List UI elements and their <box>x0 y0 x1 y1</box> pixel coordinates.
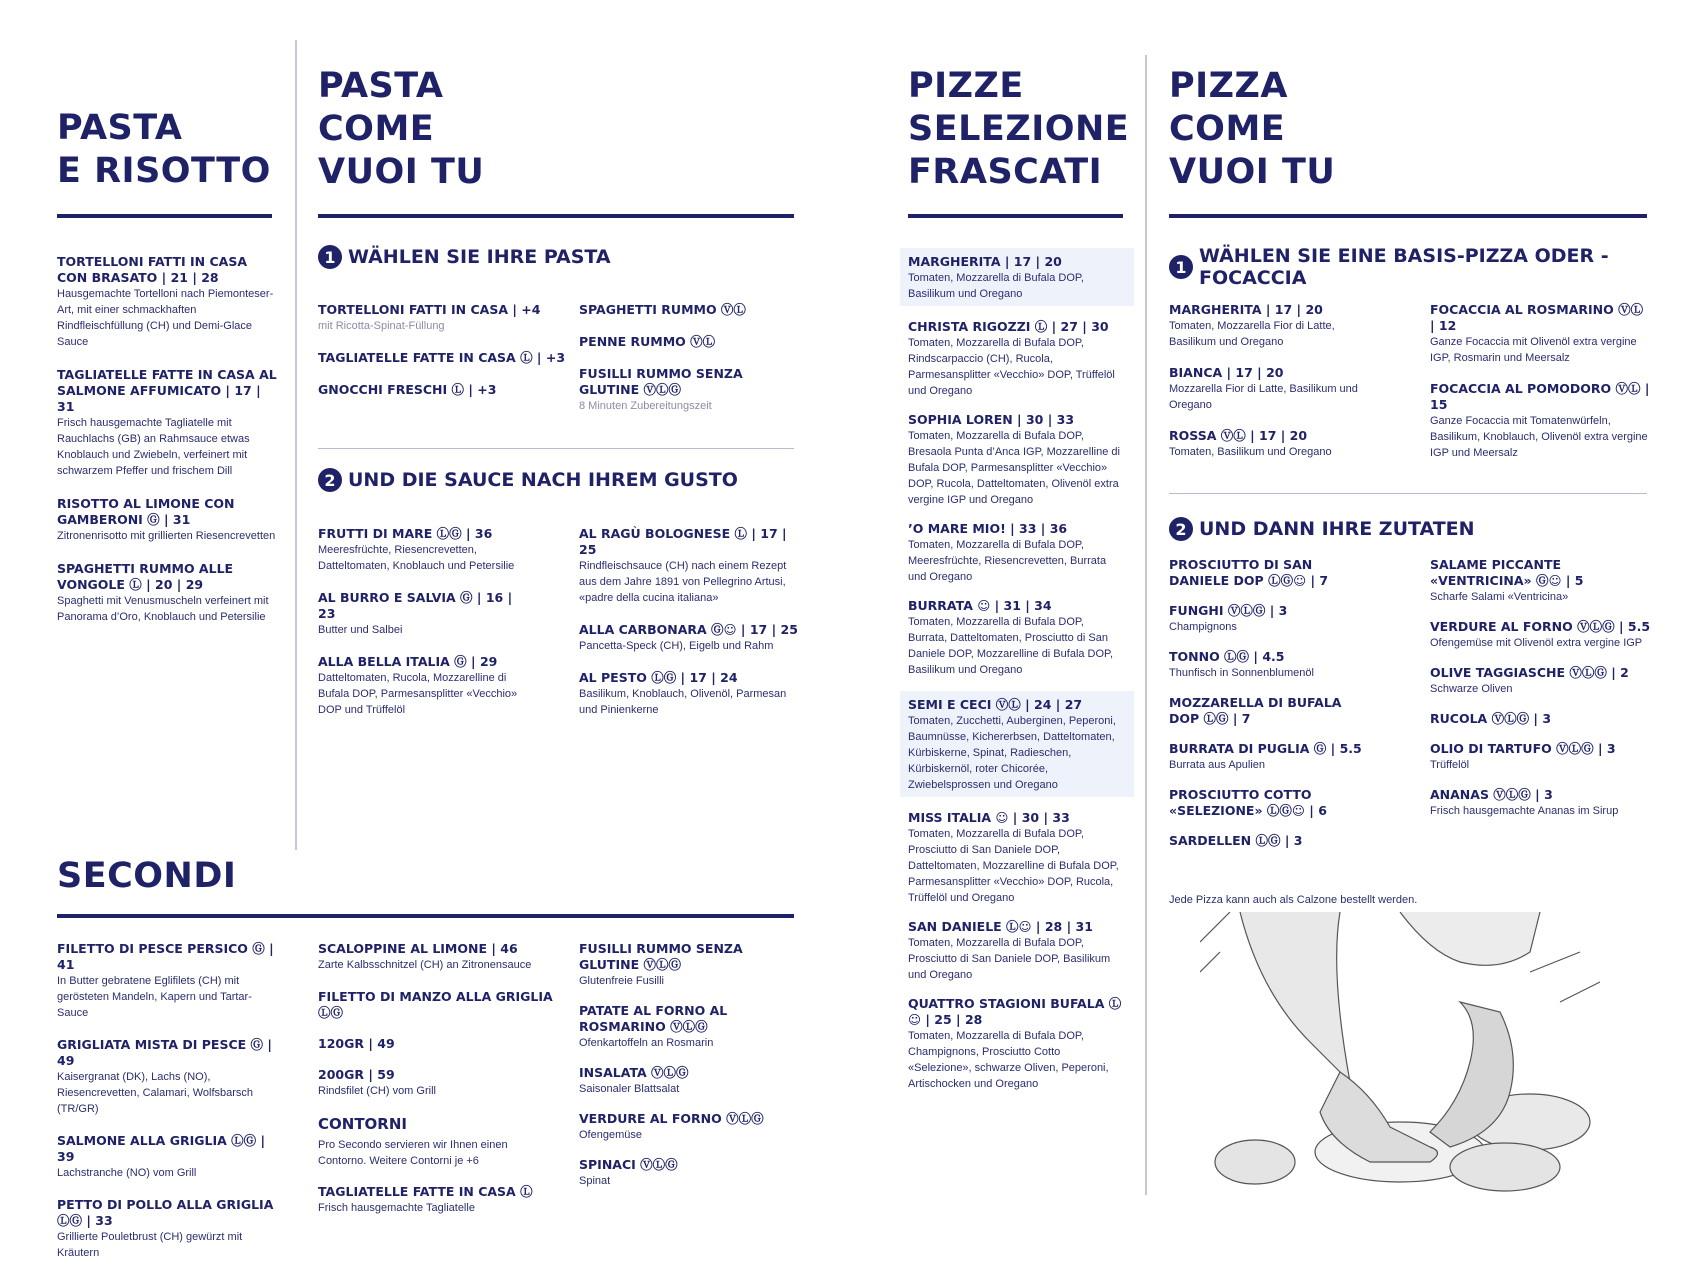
menu-item <box>579 1003 799 1051</box>
menu-item <box>318 1067 558 1099</box>
pasta-vuoi-title: PASTA COME VUOI TU <box>318 66 485 192</box>
menu-item-name: PATATE AL FORNO AL ROSMARINO ⓋⓁⒼ <box>579 1003 728 1034</box>
menu-item-name: PENNE RUMMO ⓋⓁ <box>579 334 716 349</box>
menu-item-name: FOCACCIA AL POMODORO ⓋⓁ | 15 <box>1430 381 1650 412</box>
menu-item-desc: Rindfleischsauce (CH) nach einem Rezept aus dem Jahre 1891 von Pellegrino Artusi, «padre della cucina italiana» <box>579 560 787 604</box>
menu-item <box>1430 557 1652 605</box>
contorni-desc: Pro Secondo servieren wir Ihnen einen Contorno. Weitere Contorni je +6 <box>318 1139 508 1167</box>
step-number-badge: 2 <box>318 468 342 492</box>
pasta-step1-heading: 1 WÄHLEN SIE IHRE PASTA <box>318 245 611 269</box>
menu-item <box>1169 833 1369 849</box>
pizza-vuoi-title: PIZZA COME VUOI TU <box>1169 66 1336 192</box>
menu-item <box>1430 787 1652 819</box>
menu-item-name: ’O MARE MIO! | 33 | 36 <box>908 521 1068 536</box>
menu-item-name: PETTO DI POLLO ALLA GRIGLIA ⓁⒼ | 33 <box>57 1197 274 1228</box>
menu-item-name: AL RAGÙ BOLOGNESE Ⓛ | 17 | 25 <box>579 526 787 557</box>
menu-item <box>1169 365 1369 413</box>
menu-item-desc: Tomaten, Mozzarella di Bufala DOP, Prosciutto di San Daniele DOP, Basilikum und Oregano <box>908 937 1111 981</box>
menu-item-name: MISS ITALIA ☺ | 30 | 33 <box>908 810 1070 825</box>
menu-item-desc: Grillierte Pouletbrust (CH) gewürzt mit Kräutern <box>57 1231 243 1259</box>
menu-item <box>318 989 558 1021</box>
menu-item-name: MARGHERITA | 17 | 20 <box>1169 302 1323 317</box>
menu-item-desc: Zarte Kalbsschnitzel (CH) an Zitronensauce <box>318 959 532 971</box>
menu-item <box>318 941 558 973</box>
menu-item-desc: Ganze Focaccia mit Tomatenwürfeln, Basilikum, Knoblauch, Olivenöl extra vergine IGP und Meersalz <box>1430 415 1648 459</box>
menu-item-desc: Pancetta-Speck (CH), Eigelb und Rahm <box>579 640 774 652</box>
menu-item-name: ROSSA ⓋⓁ | 17 | 20 <box>1169 428 1308 443</box>
menu-item-desc: Schwarze Oliven <box>1430 683 1513 695</box>
menu-item <box>57 496 277 544</box>
menu-item-desc: Ofenkartoffeln an Rosmarin <box>579 1037 714 1049</box>
toppings-list <box>1430 557 1652 833</box>
menu-item-name: SARDELLEN ⓁⒼ | 3 <box>1169 833 1303 848</box>
menu-item-desc: Ganze Focaccia mit Olivenöl extra vergine IGP, Rosmarin und Meersalz <box>1430 336 1637 364</box>
menu-item <box>908 319 1126 399</box>
menu-item-name: 200GR | 59 <box>318 1067 395 1082</box>
title-rule <box>318 214 794 218</box>
menu-item-name: QUATTRO STAGIONI BUFALA Ⓛ☺ | 25 | 28 <box>908 996 1122 1027</box>
step-number-badge: 1 <box>1169 255 1193 279</box>
menu-item <box>1430 741 1652 773</box>
menu-item <box>579 302 799 318</box>
title-rule <box>1169 214 1647 218</box>
menu-item <box>579 334 799 350</box>
menu-item-name: AL BURRO E SALVIA Ⓖ | 16 | 23 <box>318 590 513 621</box>
column-divider <box>1145 55 1147 1195</box>
menu-item-name: BURRATA DI PUGLIA Ⓖ | 5.5 <box>1169 741 1362 756</box>
pasta-choice-list <box>318 302 568 414</box>
menu-item <box>318 350 568 366</box>
menu-item <box>57 254 277 350</box>
menu-item <box>57 941 277 1021</box>
menu-item-name: OLIVE TAGGIASCHE ⓋⓁⒼ | 2 <box>1430 665 1629 680</box>
menu-item-desc: Spaghetti mit Venusmuscheln verfeinert mit Panorama d’Oro, Knoblauch und Petersilie <box>57 595 269 623</box>
menu-item-name: 120GR | 49 <box>318 1036 395 1051</box>
menu-item-desc: Frisch hausgemachte Ananas im Sirup <box>1430 805 1619 817</box>
menu-item-desc: Zitronenrisotto mit grillierten Riesencrevetten <box>57 530 276 542</box>
menu-item-name: SEMI E CECI ⓋⓁ | 24 | 27 <box>908 697 1083 712</box>
menu-item-name: SPAGHETTI RUMMO ⓋⓁ <box>579 302 746 317</box>
menu-item-desc: Scharfe Salami «Ventricina» <box>1430 591 1569 603</box>
menu-item-desc: Butter und Salbei <box>318 624 403 636</box>
menu-item-name: OLIO DI TARTUFO ⓋⓁⒼ | 3 <box>1430 741 1616 756</box>
secondi-list <box>57 941 277 1277</box>
base-pizza-list <box>1169 302 1369 475</box>
menu-item-name: VERDURE AL FORNO ⓋⓁⒼ <box>579 1111 764 1126</box>
menu-item-name: TAGLIATELLE FATTE IN CASA Ⓛ | +3 <box>318 350 566 365</box>
secondi-title: SECONDI <box>57 856 237 896</box>
menu-item-name: INSALATA ⓋⓁⒼ <box>579 1065 689 1080</box>
menu-item <box>1169 741 1369 773</box>
menu-item <box>1169 649 1369 681</box>
menu-item-name: MARGHERITA | 17 | 20 <box>908 254 1062 269</box>
menu-item-name: BIANCA | 17 | 20 <box>1169 365 1284 380</box>
step-number-badge: 1 <box>318 245 342 269</box>
menu-item <box>900 691 1134 797</box>
menu-item-desc: Kaisergranat (DK), Lachs (NO), Riesencrevetten, Calamari, Wolfsbarsch (TR/GR) <box>57 1071 254 1115</box>
menu-item-name: TAGLIATELLE FATTE IN CASA AL SALMONE AFFUMICATO | 17 | 31 <box>57 367 277 414</box>
sauce-list <box>318 526 523 734</box>
menu-item <box>1169 787 1369 819</box>
divider <box>318 448 794 449</box>
divider <box>1169 493 1647 494</box>
menu-item-name: PROSCIUTTO DI SAN DANIELE DOP ⓁⒼ☺ | 7 <box>1169 557 1329 588</box>
menu-item <box>1169 428 1369 460</box>
menu-item-desc: Datteltomaten, Rucola, Mozzarelline di Bufala DOP, Parmesansplitter «Vecchio» DOP und Trüffelöl <box>318 672 518 716</box>
menu-item <box>318 1036 558 1052</box>
menu-item-desc: Ofengemüse <box>579 1129 642 1141</box>
menu-item-name: GRIGLIATA MISTA DI PESCE Ⓖ | 49 <box>57 1037 272 1068</box>
menu-item-desc: Thunfisch in Sonnenblumenöl <box>1169 667 1314 679</box>
menu-item-desc: Tomaten, Mozzarella di Bufala DOP, Bresaola Punta d’Anca IGP, Mozzarelline di Bufala DOP, Parmesansplitter «Vecchio» DOP, Rucola, Datteltomaten, Olivenöl extra vergine IGP und Oregano <box>908 430 1120 506</box>
menu-item-desc: Trüffelöl <box>1430 759 1470 771</box>
pasta-risotto-list <box>57 254 277 642</box>
pasta-step2-heading: 2 UND DIE SAUCE NACH IHREM GUSTO <box>318 468 738 492</box>
menu-item <box>908 996 1126 1092</box>
menu-item-desc: Tomaten, Mozzarella di Bufala DOP, Champignons, Prosciutto Cotto «Selezione», schwarze Oliven, Peperoni, Artischocken und Oregano <box>908 1030 1109 1090</box>
menu-item-name: RUCOLA ⓋⓁⒼ | 3 <box>1430 711 1552 726</box>
menu-item <box>1169 557 1369 589</box>
menu-item-name: FUSILLI RUMMO SENZA GLUTINE ⓋⓁⒼ <box>579 941 743 972</box>
menu-item <box>579 670 804 718</box>
pizze-list <box>908 248 1126 1105</box>
menu-item <box>579 526 804 606</box>
column-divider <box>295 40 297 850</box>
title-rule <box>908 214 1123 218</box>
menu-item <box>57 1037 277 1117</box>
menu-item <box>579 622 804 654</box>
menu-item-name: PROSCIUTTO COTTO «SELEZIONE» ⓁⒼ☺ | 6 <box>1169 787 1327 818</box>
menu-item-desc: Mozzarella Fior di Latte, Basilikum und Oregano <box>1169 383 1358 411</box>
menu-item <box>318 526 523 574</box>
menu-item-name: SAN DANIELE Ⓛ☺ | 28 | 31 <box>908 919 1093 934</box>
menu-item-name: FOCACCIA AL ROSMARINO ⓋⓁ | 12 <box>1430 302 1644 333</box>
pizze-selezione-title: PIZZE SELEZIONE FRASCATI <box>908 66 1130 192</box>
menu-item <box>1169 603 1369 635</box>
menu-item <box>1430 302 1652 366</box>
menu-item-desc: In Butter gebratene Eglifilets (CH) mit gerösteten Mandeln, Kapern und Tartar-Sauce <box>57 975 252 1019</box>
menu-item <box>57 1197 277 1261</box>
menu-item-name: FUNGHI ⓋⓁⒼ | 3 <box>1169 603 1288 618</box>
menu-item-desc: Frisch hausgemachte Tagliatelle mit Rauchlachs (GB) an Rahmsauce etwas Knoblauch und Zwiebeln, verfeinert mit schwarzem Pfeffer und frischem Dill <box>57 417 250 477</box>
menu-item-desc: Glutenfreie Fusilli <box>579 975 664 987</box>
menu-item-desc: Champignons <box>1169 621 1237 633</box>
menu-item-name: SOPHIA LOREN | 30 | 33 <box>908 412 1075 427</box>
menu-item-name: VERDURE AL FORNO ⓋⓁⒼ | 5.5 <box>1430 619 1651 634</box>
menu-item <box>318 302 568 334</box>
menu-item-desc: mit Ricotta-Spinat-Füllung <box>318 320 445 332</box>
menu-item-name: SCALOPPINE AL LIMONE | 46 <box>318 941 518 956</box>
menu-item <box>908 598 1126 678</box>
contorni-title: CONTORNI <box>318 1115 407 1133</box>
menu-item-desc: Tomaten, Mozzarella Fior di Latte, Basilikum und Oregano <box>1169 320 1335 348</box>
menu-item <box>579 1157 799 1189</box>
menu-item-name: TAGLIATELLE FATTE IN CASA Ⓛ <box>318 1184 533 1199</box>
menu-item <box>318 590 523 638</box>
menu-item-name: SPINACI ⓋⓁⒼ <box>579 1157 678 1172</box>
menu-item-desc: Hausgemachte Tortelloni nach Piemonteser-Art, mit einer schmackhaften Rindfleischfüllung (CH) und Demi-Glace Sauce <box>57 288 274 348</box>
menu-item <box>908 919 1126 983</box>
menu-item-name: TORTELLONI FATTI IN CASA | +4 <box>318 302 541 317</box>
menu-item-name: AL PESTO ⓁⒼ | 17 | 24 <box>579 670 738 685</box>
calzone-note: Jede Pizza kann auch als Calzone bestellt werden. <box>1169 894 1418 906</box>
menu-item <box>318 1184 558 1216</box>
menu-item-name: RISOTTO AL LIMONE CON GAMBERONI Ⓖ | 31 <box>57 496 235 527</box>
menu-item-desc: Meeresfrüchte, Riesencrevetten, Datteltomaten, Knoblauch und Petersilie <box>318 544 515 572</box>
menu-item <box>57 1133 277 1181</box>
menu-item-desc: Rindsfilet (CH) vom Grill <box>318 1085 436 1097</box>
menu-item <box>318 382 568 398</box>
menu-item <box>1169 695 1369 727</box>
menu-item-desc: Saisonaler Blattsalat <box>579 1083 680 1095</box>
menu-item <box>908 521 1126 585</box>
menu-item-desc: Tomaten, Basilikum und Oregano <box>1169 446 1332 458</box>
menu-item-name: FRUTTI DI MARE ⓁⒼ | 36 <box>318 526 493 541</box>
menu-item-desc: Lachstranche (NO) vom Grill <box>57 1167 197 1179</box>
contorni-list <box>579 941 799 1203</box>
menu-item <box>1430 711 1652 727</box>
pasta-choice-list <box>579 302 799 430</box>
menu-item-name: ANANAS ⓋⓁⒼ | 3 <box>1430 787 1553 802</box>
menu-item <box>318 654 523 718</box>
menu-item-name: FUSILLI RUMMO SENZA GLUTINE ⓋⓁⒼ <box>579 366 743 397</box>
menu-item-desc: Tomaten, Mozzarella di Bufala DOP, Meeresfrüchte, Riesencrevetten, Burrata und Oregano <box>908 539 1107 583</box>
menu-item <box>579 941 799 989</box>
menu-item-desc: Tomaten, Mozzarella di Bufala DOP, Basilikum und Oregano <box>908 272 1084 300</box>
menu-item <box>1430 665 1652 697</box>
menu-item-name: SPAGHETTI RUMMO ALLE VONGOLE Ⓛ | 20 | 29 <box>57 561 234 592</box>
menu-item <box>579 366 799 414</box>
title-rule <box>57 214 272 218</box>
toppings-list <box>1169 557 1369 863</box>
menu-item-name: ALLA BELLA ITALIA Ⓖ | 29 <box>318 654 498 669</box>
menu-item-name: TORTELLONI FATTI IN CASA CON BRASATO | 21 | 28 <box>57 254 247 285</box>
menu-item-name: FILETTO DI PESCE PERSICO Ⓖ | 41 <box>57 941 274 972</box>
menu-item-name: MOZZARELLA DI BUFALA DOP ⓁⒼ | 7 <box>1169 695 1342 726</box>
title-rule <box>57 914 794 918</box>
menu-item-desc: Tomaten, Mozzarella di Bufala DOP, Burrata, Datteltomaten, Prosciutto di San Daniele DOP, Mozzarelline di Bufala DOP, Basilikum und Oregano <box>908 616 1114 676</box>
step-number-badge: 2 <box>1169 517 1193 541</box>
menu-item <box>579 1065 799 1097</box>
menu-item-name: ALLA CARBONARA Ⓖ☺ | 17 | 25 <box>579 622 798 637</box>
menu-item-name: SALAME PICCANTE «VENTRICINA» Ⓖ☺ | 5 <box>1430 557 1584 588</box>
menu-item <box>57 561 277 625</box>
menu-item-name: BURRATA ☺ | 31 | 34 <box>908 598 1052 613</box>
menu-item-name: GNOCCHI FRESCHI Ⓛ | +3 <box>318 382 497 397</box>
menu-item <box>1169 302 1369 350</box>
menu-item-name: CHRISTA RIGOZZI Ⓛ | 27 | 30 <box>908 319 1109 334</box>
menu-item-desc: Burrata aus Apulien <box>1169 759 1266 771</box>
menu-item <box>1430 381 1652 461</box>
menu-item <box>908 810 1126 906</box>
menu-item-desc: Frisch hausgemachte Tagliatelle <box>318 1202 475 1214</box>
menu-item-desc: Spinat <box>579 1175 611 1187</box>
pasta-risotto-title: PASTA E RISOTTO <box>57 108 271 191</box>
pizza-step1-heading: 1 WÄHLEN SIE EINE BASIS-PIZZA ODER -FOCACCIA <box>1169 245 1692 289</box>
menu-item-desc: Ofengemüse mit Olivenöl extra vergine IGP <box>1430 637 1643 649</box>
menu-item-desc: Tomaten, Mozzarella di Bufala DOP, Prosciutto di San Daniele DOP, Datteltomaten, Mozzarelline di Bufala DOP, Parmesansplitter «Vecchio» DOP, Rucola, Trüffelöl und Oregano <box>908 828 1119 904</box>
menu-item-name: TONNO ⓁⒼ | 4.5 <box>1169 649 1285 664</box>
menu-item-name: SALMONE ALLA GRIGLIA ⓁⒼ | 39 <box>57 1133 266 1164</box>
pizza-step2-heading: 2 UND DANN IHRE ZUTATEN <box>1169 517 1475 541</box>
menu-item-desc: Tomaten, Mozzarella di Bufala DOP, Rindscarpaccio (CH), Rucola, Parmesansplitter «Vecchio» DOP, Trüffelöl und Oregano <box>908 337 1115 397</box>
sauce-list <box>579 526 804 734</box>
menu-item-desc: 8 Minuten Zubereitungszeit <box>579 400 712 412</box>
menu-item-desc: Tomaten, Zucchetti, Auberginen, Peperoni, Baumnüsse, Kichererbsen, Datteltomaten, Kürbiskerne, Spinat, Radieschen, Kürbiskernöl, roter Chicorée, Zwiebelsprossen und Oregano <box>908 715 1116 791</box>
menu-item <box>900 248 1134 306</box>
contorni-block <box>318 1115 558 1169</box>
menu-item <box>57 367 277 479</box>
menu-item-desc: Basilikum, Knoblauch, Olivenöl, Parmesan und Pinienkerne <box>579 688 787 716</box>
pizza-dough-hands-illustration <box>1200 912 1610 1197</box>
menu-item-name: FILETTO DI MANZO ALLA GRIGLIA ⓁⒼ <box>318 989 553 1020</box>
base-pizza-list <box>1430 302 1652 476</box>
menu-item <box>1430 619 1652 651</box>
secondi-list <box>318 941 558 1228</box>
menu-item <box>579 1111 799 1143</box>
menu-item <box>908 412 1126 508</box>
